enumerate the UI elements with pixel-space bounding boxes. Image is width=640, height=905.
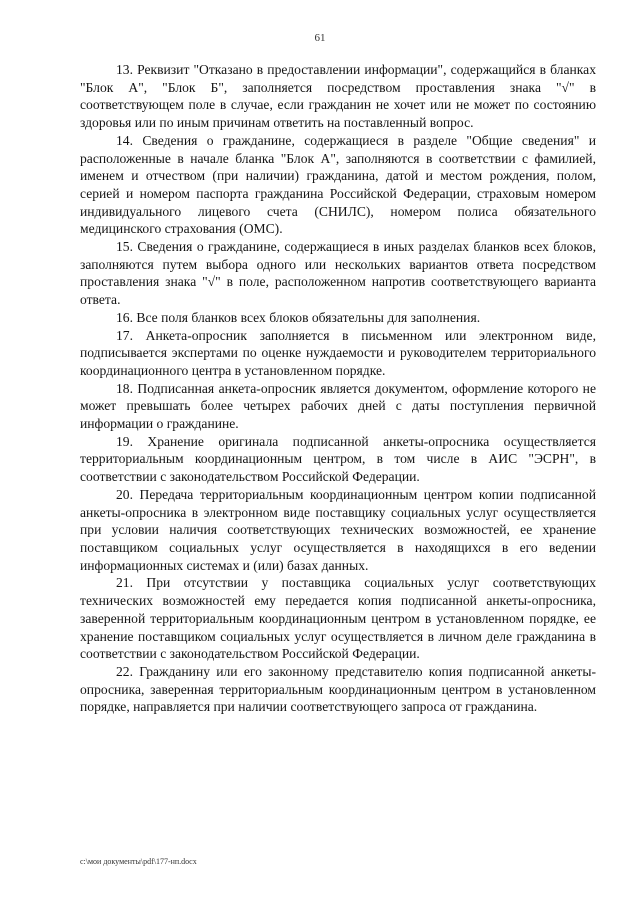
paragraph-14: 14. Сведения о гражданине, содержащиеся в разделе "Общие сведения" и расположенные в начале бланка "Блок А", заполняются в соответствии с фамилией, именем и отчеством (при наличии) гражданина, датой и местом рождения, полом, серией и номером паспорта гражданина Российской Федерации, страховым номером индивидуального лицевого счета (СНИЛС), номером полиса обязательного медицинского страхования (ОМС).: [80, 132, 596, 237]
paragraph-13: 13. Реквизит "Отказано в предоставлении информации", содержащийся в бланках "Блок А", "Блок Б", заполняется посредством проставления знака "√" в соответствующем поле в случае, если гражданин не хочет или не может по состоянию здоровья или по иным причинам ответить на поставленный вопрос.: [80, 62, 596, 131]
paragraph-15: 15. Сведения о гражданине, содержащиеся в иных разделах бланков всех блоков, заполняются путем выбора одного или нескольких вариантов ответа посредством проставления знака "√" в поле, расположенном напротив соответствующего варианта ответа.: [80, 239, 596, 308]
paragraph-18: 18. Подписанная анкета-опросник является документом, оформление которого не может превышать более четырех рабочих дней с даты поступления первичной информации о гражданине.: [80, 380, 596, 432]
page-number: 61: [314, 32, 326, 44]
document-body: [80, 61, 596, 716]
paragraph-20: 20. Передача территориальным координационным центром копии подписанной анкеты-опросника в электронном виде поставщику социальных услуг осуществляется при условии наличия соответствующих технических возможностей, ее хранение поставщиком социальных услуг осуществляется в находящихся в его ведении информационных системах и (или) базах данных.: [80, 486, 596, 573]
paragraph-19: 19. Хранение оригинала подписанной анкеты-опросника осуществляется территориальным координационным центром, в том числе в АИС "ЭСРН", в соответствии с законодательством Российской Федерации.: [80, 433, 596, 485]
paragraph-22: 22. Гражданину или его законному представителю копия подписанной анкеты-опросника, заверенная территориальным координационным центром в установленном порядке, направляется при наличии соответствующего запроса от гражданина.: [80, 663, 596, 715]
paragraph-16: 16. Все поля бланков всех блоков обязательны для заполнения.: [116, 309, 481, 325]
paragraph-17: 17. Анкета-опросник заполняется в письменном или электронном виде, подписывается экспертами по оценке нуждаемости и руководителем территориального координационного центра в установленном порядке.: [80, 327, 596, 378]
paragraph-21: 21. При отсутствии у поставщика социальных услуг соответствующих технических возможностей ему передается копия подписанной анкеты-опросника, заверенной территориальным координационным центром в установленном порядке, ее хранение поставщиком социальных услуг осуществляется в личном деле гражданина в соответствии с законодательством Российской Федерации.: [80, 575, 596, 662]
footer-file-path: c:\мои документы\pdf\177-нп.docx: [80, 857, 197, 866]
